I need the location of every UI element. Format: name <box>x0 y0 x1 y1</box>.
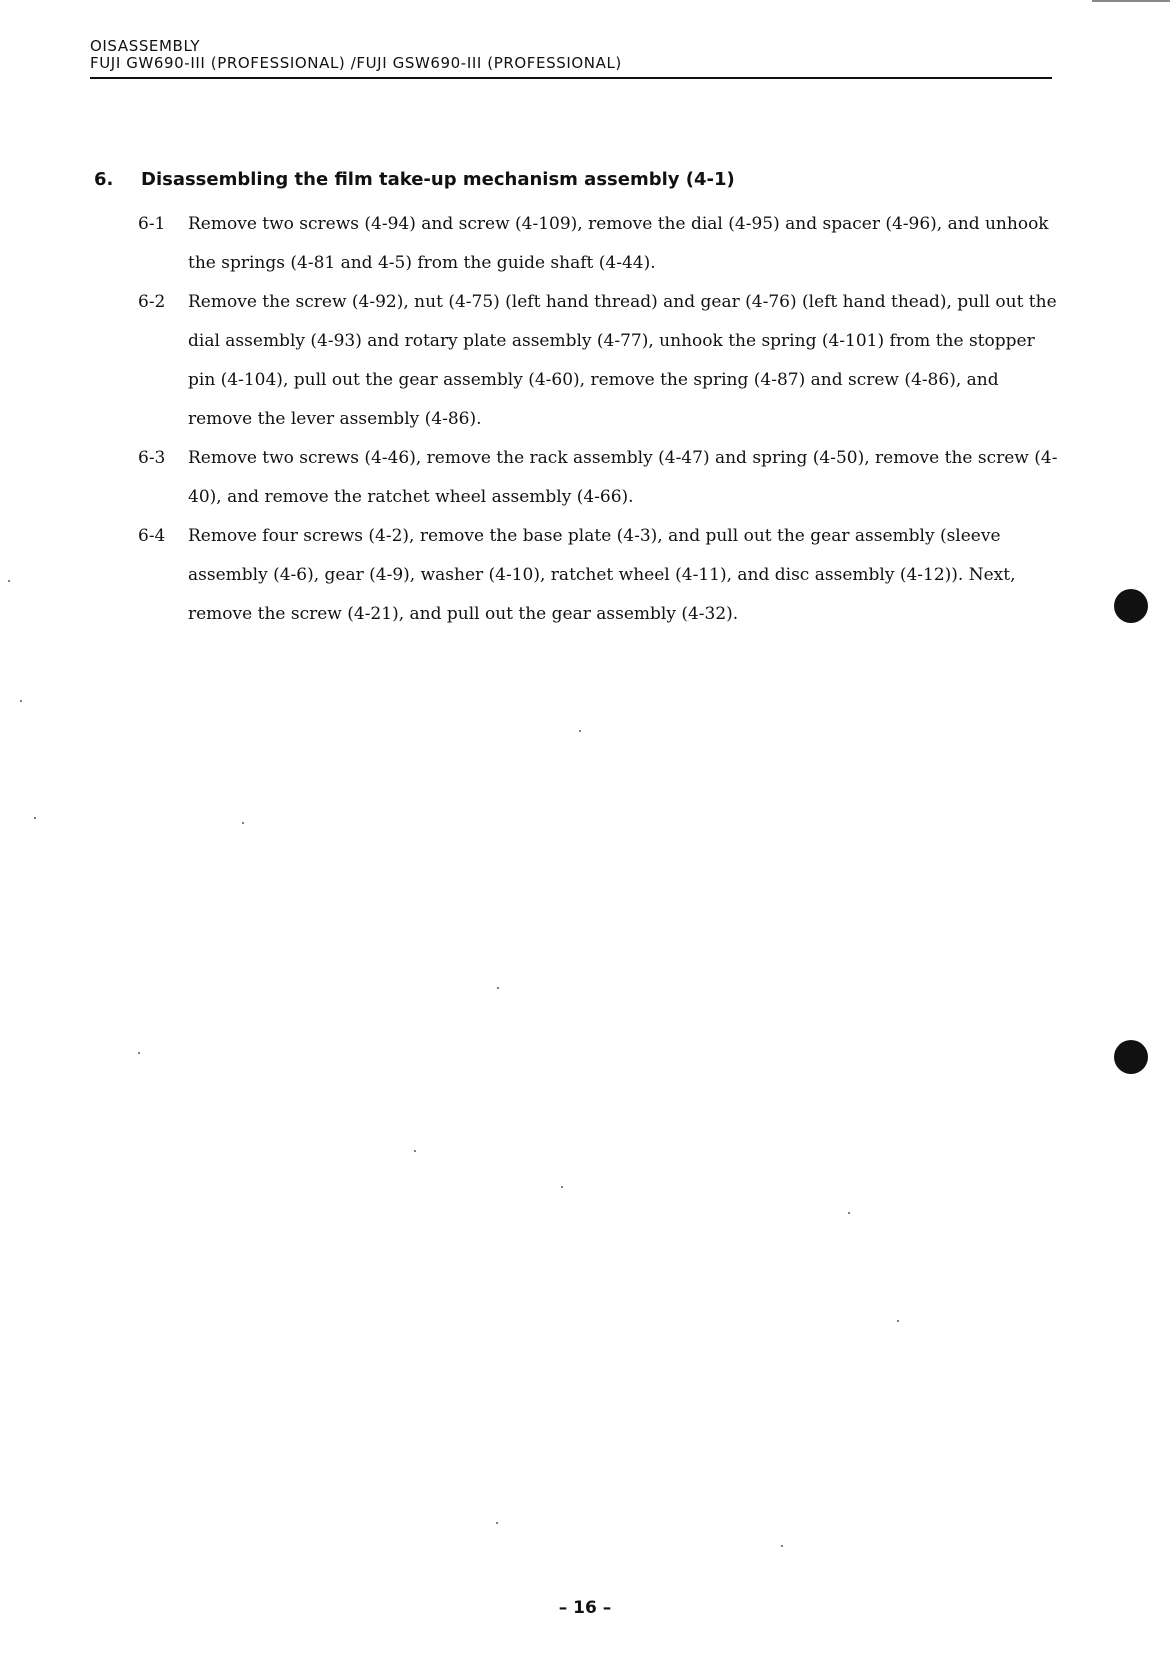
step-number: 6-3 <box>138 448 166 468</box>
scan-speck <box>848 1212 850 1214</box>
step-item <box>138 517 1058 634</box>
scan-speck <box>414 1150 416 1152</box>
binder-hole-icon <box>1114 1040 1148 1074</box>
header-model-line: FUJI GW690-III (PROFESSIONAL) /FUJI GSW690-III (PROFESSIONAL) <box>90 54 622 72</box>
scan-speck <box>20 700 22 702</box>
scan-speck <box>897 1320 899 1322</box>
scan-speck <box>34 817 36 819</box>
scan-speck <box>496 1522 498 1524</box>
section-number: 6. <box>94 169 114 190</box>
page-number: – 16 – <box>558 1598 612 1618</box>
scan-speck <box>242 822 244 824</box>
step-number: 6-4 <box>138 526 166 546</box>
running-header <box>90 38 622 72</box>
binder-hole-icon <box>1114 589 1148 623</box>
scan-speck <box>138 1052 140 1054</box>
step-item <box>138 283 1058 439</box>
scan-speck <box>561 1186 563 1188</box>
scan-speck <box>497 987 499 989</box>
step-item <box>138 205 1058 283</box>
header-rule <box>90 77 1052 79</box>
scan-speck <box>579 730 581 732</box>
step-text: Remove two screws (4-94) and screw (4-109), remove the dial (4-95) and spacer (4-96), and unhook the springs (4-81 and 4-5) from the guide shaft (4-44). <box>188 214 1049 273</box>
section-title: Disassembling the film take-up mechanism assembly (4-1) <box>141 169 735 190</box>
step-text: Remove the screw (4-92), nut (4-75) (left hand thread) and gear (4-76) (left hand thead), pull out the dial assembly (4-93) and rotary plate assembly (4-77), unhook the spring (4-101) from the stopper pin (4-104), pull out the gear assembly (4-60), remove the spring (4-87) and screw (4-86), and remove the lever assembly (4-86). <box>188 292 1057 429</box>
scan-speck <box>781 1545 783 1547</box>
step-text: Remove four screws (4-2), remove the base plate (4-3), and pull out the gear assembly (sleeve assembly (4-6), gear (4-9), washer (4-10), ratchet wheel (4-11), and disc assembly (4-12)). Next, remove the screw (4-21), and pull out the gear assembly (4-32). <box>188 526 1016 624</box>
step-text: Remove two screws (4-46), remove the rack assembly (4-47) and spring (4-50), remove the screw (4-40), and remove the ratchet wheel assembly (4-66). <box>188 448 1058 507</box>
header-section-label: OISASSEMBLY <box>90 37 201 55</box>
scan-edge-line <box>1092 0 1170 2</box>
step-list <box>138 205 1058 634</box>
scan-speck <box>8 580 10 582</box>
step-number: 6-2 <box>138 292 166 312</box>
section-heading <box>94 168 735 192</box>
step-item <box>138 439 1058 517</box>
step-number: 6-1 <box>138 214 166 234</box>
